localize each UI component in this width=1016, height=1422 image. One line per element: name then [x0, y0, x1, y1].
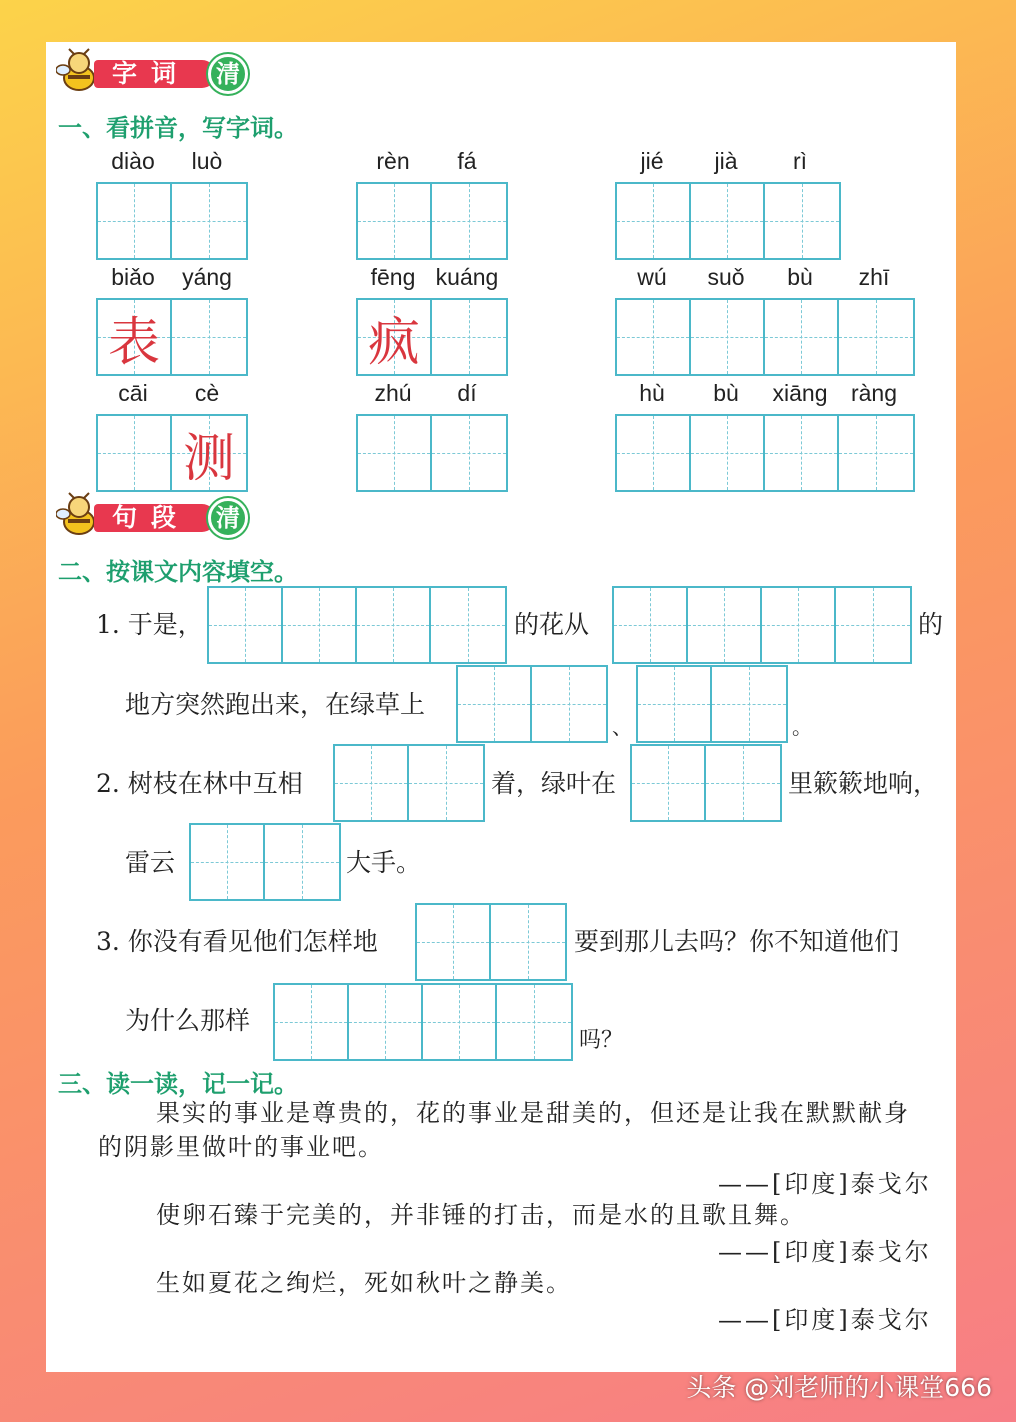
- q1-text-b: 的花从: [514, 610, 590, 639]
- writing-cell[interactable]: [172, 300, 246, 374]
- q2-blank-1[interactable]: [333, 744, 485, 822]
- watermark-text: 头条 @刘老师的小课堂666: [686, 1373, 992, 1402]
- pinyin: biǎo: [111, 264, 155, 290]
- q1-blank-2[interactable]: [612, 586, 912, 664]
- q1-text-a: 1. 于是，: [96, 610, 203, 639]
- q3-text-b: 要到那儿去吗？你不知道他们: [574, 927, 900, 956]
- pinyin: fá: [457, 148, 477, 174]
- prefilled-character: [839, 416, 913, 490]
- writing-cell[interactable]: [491, 905, 565, 979]
- writing-cell[interactable]: [432, 416, 506, 490]
- writing-cell[interactable]: [275, 985, 349, 1059]
- prefilled-character: [172, 184, 246, 258]
- badge-seal: 清: [208, 498, 248, 538]
- pinyin: suǒ: [707, 264, 745, 290]
- q2-text-b: 着，绿叶在: [491, 769, 617, 798]
- writing-cell[interactable]: [283, 588, 357, 662]
- prefilled-character: 疯: [367, 312, 420, 373]
- pinyin: jià: [714, 148, 738, 174]
- q1-text-c: 的: [918, 610, 944, 639]
- writing-cell[interactable]: [691, 184, 765, 258]
- writing-cell[interactable]: [765, 416, 839, 490]
- writing-cell[interactable]: [691, 416, 765, 490]
- q3-blank-1[interactable]: [415, 903, 567, 981]
- section2-heading: 二、按课文内容填空。: [58, 558, 298, 586]
- writing-cell[interactable]: [191, 825, 265, 899]
- prefilled-character: [98, 416, 170, 490]
- writing-cell[interactable]: [432, 184, 506, 258]
- q3-text-a: 3. 你没有看见他们怎样地: [96, 927, 378, 956]
- prefilled-character: [617, 184, 689, 258]
- writing-cell[interactable]: [358, 416, 432, 490]
- writing-cell[interactable]: [265, 825, 339, 899]
- q3-text-d: 吗？: [579, 1028, 624, 1053]
- writing-cell[interactable]: [617, 300, 691, 374]
- q2-text-c: 里簌簌地响，: [788, 769, 939, 798]
- prefilled-character: [691, 300, 763, 374]
- prefilled-character: [98, 184, 170, 258]
- prefilled-character: [617, 416, 689, 490]
- writing-cell[interactable]: [423, 985, 497, 1059]
- writing-cell[interactable]: [688, 588, 762, 662]
- prefilled-character: [172, 300, 246, 374]
- pinyin: diào: [111, 148, 155, 174]
- q1-text-f: 。: [792, 715, 812, 739]
- writing-cell[interactable]: [172, 416, 246, 490]
- badge-label: 字词: [94, 60, 216, 88]
- pinyin: wú: [637, 264, 667, 290]
- writing-cell[interactable]: [762, 588, 836, 662]
- pinyin: bù: [787, 264, 813, 290]
- prefilled-character: 表: [107, 312, 160, 373]
- writing-cell[interactable]: [432, 300, 506, 374]
- prefilled-character: [765, 184, 839, 258]
- pinyin: rèn: [376, 148, 410, 174]
- prefilled-character: [358, 184, 430, 258]
- writing-cell[interactable]: [638, 667, 712, 741]
- writing-cell[interactable]: [836, 588, 910, 662]
- pinyin: cāi: [118, 380, 148, 406]
- badge-seal: 清: [208, 54, 248, 94]
- pinyin: zhú: [374, 380, 412, 406]
- writing-cell[interactable]: [617, 416, 691, 490]
- pinyin: fēng: [370, 264, 416, 290]
- prefilled-character: 测: [182, 428, 235, 489]
- prefilled-character: [358, 416, 430, 490]
- pinyin: zhī: [858, 264, 890, 290]
- writing-cell[interactable]: [349, 985, 423, 1059]
- q2-text-d: 雷云: [125, 848, 176, 877]
- quote-3-author: ——[印度]泰戈尔: [718, 1306, 932, 1334]
- writing-cell[interactable]: [357, 588, 431, 662]
- writing-cell[interactable]: [98, 300, 172, 374]
- pinyin: bù: [713, 380, 739, 406]
- writing-cell[interactable]: [209, 588, 283, 662]
- q2-text-a: 2. 树枝在林中互相: [96, 769, 303, 798]
- q2-text-e: 大手。: [346, 848, 422, 877]
- writing-cell[interactable]: [839, 300, 913, 374]
- quote-1-author: ——[印度]泰戈尔: [718, 1170, 932, 1198]
- writing-cell[interactable]: [335, 746, 409, 820]
- q1-blank-1[interactable]: [207, 586, 507, 664]
- pinyin: ràng: [850, 380, 898, 406]
- q3-blank-2[interactable]: [273, 983, 573, 1061]
- quote-1-line-2: 的阴影里做叶的事业吧。: [98, 1133, 384, 1161]
- q1-text-e: 、: [612, 715, 632, 739]
- writing-cell[interactable]: [712, 667, 786, 741]
- pinyin: rì: [792, 148, 808, 174]
- prefilled-character: [691, 416, 763, 490]
- badge-label: 句段: [94, 504, 216, 532]
- writing-cell[interactable]: [172, 184, 246, 258]
- section1-heading: 一、看拼音，写字词。: [58, 114, 298, 142]
- quote-3: 生如夏花之绚烂，死如秋叶之静美。: [156, 1269, 572, 1297]
- q1-blank-3[interactable]: [456, 665, 608, 743]
- section3-heading: 三、读一读，记一记。: [58, 1070, 298, 1098]
- writing-cell[interactable]: [358, 184, 432, 258]
- pinyin: xiāng: [772, 380, 828, 406]
- writing-cell[interactable]: [409, 746, 483, 820]
- pinyin: cè: [194, 380, 220, 406]
- q1-text-d: 地方突然跑出来，在绿草上: [125, 690, 426, 719]
- writing-cell[interactable]: [431, 588, 505, 662]
- writing-cell[interactable]: [765, 184, 839, 258]
- pinyin: kuáng: [435, 264, 499, 290]
- prefilled-character: [617, 300, 689, 374]
- writing-cell[interactable]: [765, 300, 839, 374]
- section-badge-sentences: [56, 496, 256, 536]
- pinyin: dí: [457, 380, 477, 406]
- pinyin: luò: [191, 148, 223, 174]
- writing-cell[interactable]: [458, 667, 532, 741]
- prefilled-character: [765, 416, 837, 490]
- quote-2: 使卵石臻于完美的，并非锤的打击，而是水的且歌且舞。: [156, 1201, 806, 1229]
- prefilled-character: [765, 300, 837, 374]
- writing-cell[interactable]: [617, 184, 691, 258]
- quote-1-line-1: 果实的事业是尊贵的，花的事业是甜美的，但还是让我在默默献身: [156, 1099, 910, 1127]
- writing-cell[interactable]: [98, 416, 172, 490]
- section-badge-words: [56, 52, 256, 92]
- writing-cell[interactable]: [98, 184, 172, 258]
- writing-cell[interactable]: [632, 746, 706, 820]
- pinyin: hù: [639, 380, 665, 406]
- q2-blank-3[interactable]: [189, 823, 341, 901]
- writing-cell[interactable]: [614, 588, 688, 662]
- prefilled-character: [432, 184, 506, 258]
- q1-blank-4[interactable]: [636, 665, 788, 743]
- writing-cell[interactable]: [706, 746, 780, 820]
- prefilled-character: [432, 416, 506, 490]
- q2-blank-2[interactable]: [630, 744, 782, 822]
- quote-2-author: ——[印度]泰戈尔: [718, 1238, 932, 1266]
- prefilled-character: [839, 300, 913, 374]
- pinyin: yáng: [182, 264, 232, 290]
- writing-cell[interactable]: [839, 416, 913, 490]
- writing-cell[interactable]: [497, 985, 571, 1059]
- prefilled-character: [691, 184, 763, 258]
- writing-cell[interactable]: [691, 300, 765, 374]
- writing-cell[interactable]: [532, 667, 606, 741]
- pinyin: jié: [640, 148, 664, 174]
- writing-cell[interactable]: [358, 300, 432, 374]
- q3-text-c: 为什么那样: [125, 1006, 251, 1035]
- writing-cell[interactable]: [417, 905, 491, 979]
- prefilled-character: [432, 300, 506, 374]
